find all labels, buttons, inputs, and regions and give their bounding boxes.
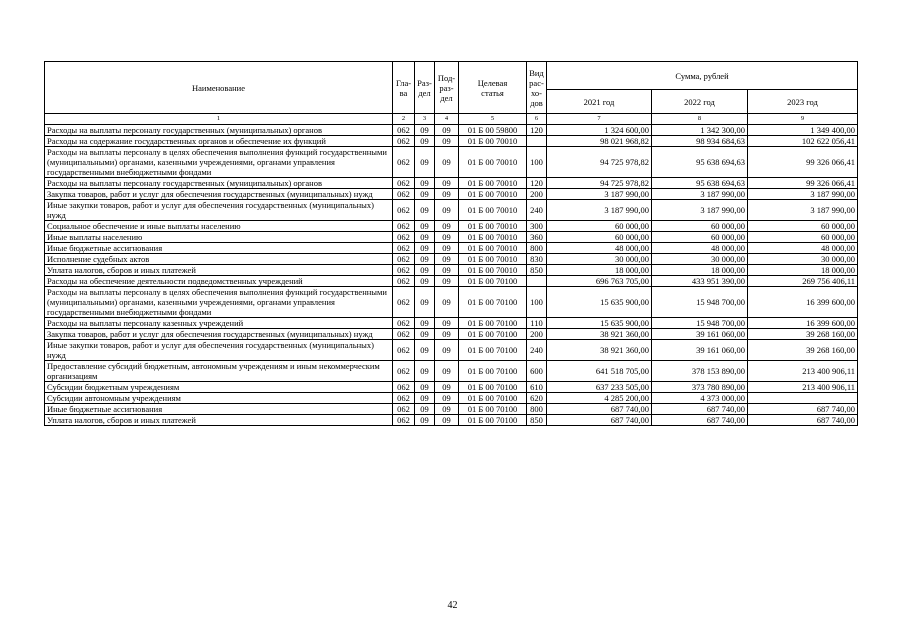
column-index: 4 <box>435 114 459 125</box>
row-vid: 360 <box>527 232 547 243</box>
row-podrazdel: 09 <box>435 393 459 404</box>
row-sum-2021: 641 518 705,00 <box>547 361 652 382</box>
column-index: 9 <box>748 114 858 125</box>
row-razdel: 09 <box>415 232 435 243</box>
table-body <box>45 125 858 426</box>
row-target: 01 Б 00 70010 <box>459 200 527 221</box>
table-row <box>45 329 858 340</box>
row-razdel: 09 <box>415 221 435 232</box>
row-glava: 062 <box>393 136 415 147</box>
row-razdel: 09 <box>415 147 435 178</box>
row-glava: 062 <box>393 340 415 361</box>
row-sum-2022: 60 000,00 <box>652 221 748 232</box>
row-target: 01 Б 00 70010 <box>459 254 527 265</box>
row-target: 01 Б 00 70100 <box>459 340 527 361</box>
row-sum-2023: 48 000,00 <box>748 243 858 254</box>
table-row <box>45 178 858 189</box>
table-row <box>45 189 858 200</box>
row-podrazdel: 09 <box>435 136 459 147</box>
row-name: Субсидии автономным учреждениям <box>45 393 393 404</box>
row-vid: 800 <box>527 243 547 254</box>
row-sum-2021: 15 635 900,00 <box>547 287 652 318</box>
row-podrazdel: 09 <box>435 361 459 382</box>
row-name: Расходы на обеспечение деятельности подведомственных учреждений <box>45 276 393 287</box>
row-sum-2021: 3 187 990,00 <box>547 189 652 200</box>
table-row <box>45 232 858 243</box>
column-index: 1 <box>45 114 393 125</box>
column-index: 3 <box>415 114 435 125</box>
row-sum-2022: 39 161 060,00 <box>652 329 748 340</box>
row-glava: 062 <box>393 147 415 178</box>
row-razdel: 09 <box>415 287 435 318</box>
row-sum-2022: 3 187 990,00 <box>652 189 748 200</box>
header-vid: Вид рас- хо- дов <box>527 62 547 114</box>
row-target: 01 Б 00 70010 <box>459 243 527 254</box>
row-name: Иные бюджетные ассигнования <box>45 404 393 415</box>
column-index: 7 <box>547 114 652 125</box>
row-target: 01 Б 00 70010 <box>459 189 527 200</box>
row-sum-2022: 687 740,00 <box>652 415 748 426</box>
row-vid: 200 <box>527 329 547 340</box>
row-podrazdel: 09 <box>435 382 459 393</box>
row-podrazdel: 09 <box>435 243 459 254</box>
row-target: 01 Б 00 70010 <box>459 178 527 189</box>
row-glava: 062 <box>393 404 415 415</box>
row-podrazdel: 09 <box>435 200 459 221</box>
row-sum-2023: 60 000,00 <box>748 232 858 243</box>
row-glava: 062 <box>393 232 415 243</box>
row-glava: 062 <box>393 243 415 254</box>
row-target: 01 Б 00 70100 <box>459 404 527 415</box>
row-glava: 062 <box>393 200 415 221</box>
table-row <box>45 243 858 254</box>
row-glava: 062 <box>393 287 415 318</box>
row-glava: 062 <box>393 221 415 232</box>
row-razdel: 09 <box>415 361 435 382</box>
table-row <box>45 276 858 287</box>
row-podrazdel: 09 <box>435 232 459 243</box>
row-sum-2022: 373 780 890,00 <box>652 382 748 393</box>
row-sum-2023: 30 000,00 <box>748 254 858 265</box>
header-year-2021: 2021 год <box>547 90 652 114</box>
row-vid: 600 <box>527 361 547 382</box>
page-number: 42 <box>447 600 458 611</box>
row-sum-2022: 687 740,00 <box>652 404 748 415</box>
row-razdel: 09 <box>415 200 435 221</box>
row-sum-2021: 38 921 360,00 <box>547 340 652 361</box>
table-row <box>45 287 858 318</box>
row-sum-2021: 1 324 600,00 <box>547 125 652 136</box>
table-header <box>45 62 858 125</box>
row-razdel: 09 <box>415 125 435 136</box>
header-sum: Сумма, рублей <box>547 62 858 90</box>
row-glava: 062 <box>393 254 415 265</box>
row-sum-2023: 39 268 160,00 <box>748 340 858 361</box>
row-sum-2021: 60 000,00 <box>547 232 652 243</box>
row-vid: 100 <box>527 287 547 318</box>
row-razdel: 09 <box>415 136 435 147</box>
row-podrazdel: 09 <box>435 276 459 287</box>
row-sum-2023: 687 740,00 <box>748 404 858 415</box>
row-sum-2021: 637 233 505,00 <box>547 382 652 393</box>
row-podrazdel: 09 <box>435 254 459 265</box>
row-sum-2023 <box>748 393 858 404</box>
column-index-row <box>45 114 858 125</box>
row-sum-2023: 39 268 160,00 <box>748 329 858 340</box>
row-sum-2023: 3 187 990,00 <box>748 200 858 221</box>
row-glava: 062 <box>393 125 415 136</box>
row-podrazdel: 09 <box>435 189 459 200</box>
row-glava: 062 <box>393 265 415 276</box>
row-name: Закупка товаров, работ и услуг для обеспечения государственных (муниципальных) нужд <box>45 329 393 340</box>
row-name: Расходы на выплаты персоналу государственных (муниципальных) органов <box>45 125 393 136</box>
header-razdel: Раз- дел <box>415 62 435 114</box>
row-sum-2021: 38 921 360,00 <box>547 329 652 340</box>
header-target: Целевая статья <box>459 62 527 114</box>
row-sum-2023: 269 756 406,11 <box>748 276 858 287</box>
row-name: Уплата налогов, сборов и иных платежей <box>45 415 393 426</box>
table-row <box>45 382 858 393</box>
table-row <box>45 136 858 147</box>
row-sum-2022: 30 000,00 <box>652 254 748 265</box>
table-row <box>45 415 858 426</box>
column-index: 6 <box>527 114 547 125</box>
row-sum-2021: 18 000,00 <box>547 265 652 276</box>
header-name: Наименование <box>45 62 393 114</box>
row-sum-2023: 213 400 906,11 <box>748 382 858 393</box>
table-row <box>45 393 858 404</box>
row-target: 01 Б 00 59800 <box>459 125 527 136</box>
row-vid: 240 <box>527 340 547 361</box>
row-razdel: 09 <box>415 393 435 404</box>
table-row <box>45 221 858 232</box>
row-target: 01 Б 00 70100 <box>459 382 527 393</box>
row-target: 01 Б 00 70100 <box>459 393 527 404</box>
row-podrazdel: 09 <box>435 404 459 415</box>
row-target: 01 Б 00 70100 <box>459 276 527 287</box>
row-name: Исполнение судебных актов <box>45 254 393 265</box>
row-sum-2021: 94 725 978,82 <box>547 147 652 178</box>
row-vid: 120 <box>527 125 547 136</box>
table-row <box>45 200 858 221</box>
row-vid: 120 <box>527 178 547 189</box>
row-podrazdel: 09 <box>435 125 459 136</box>
table-row <box>45 318 858 329</box>
row-razdel: 09 <box>415 178 435 189</box>
row-glava: 062 <box>393 318 415 329</box>
row-vid: 800 <box>527 404 547 415</box>
row-razdel: 09 <box>415 276 435 287</box>
row-razdel: 09 <box>415 265 435 276</box>
row-sum-2023: 1 349 400,00 <box>748 125 858 136</box>
row-podrazdel: 09 <box>435 329 459 340</box>
row-name: Расходы на содержание государственных органов и обеспечение их функций <box>45 136 393 147</box>
column-index: 2 <box>393 114 415 125</box>
row-name: Предоставление субсидий бюджетным, автономным учреждениям и иным некоммерческим организациям <box>45 361 393 382</box>
header-year-2022: 2022 год <box>652 90 748 114</box>
row-name: Иные выплаты населению <box>45 232 393 243</box>
row-vid: 110 <box>527 318 547 329</box>
row-razdel: 09 <box>415 243 435 254</box>
row-sum-2022: 15 948 700,00 <box>652 287 748 318</box>
row-target: 01 Б 00 70100 <box>459 361 527 382</box>
row-vid: 620 <box>527 393 547 404</box>
row-vid: 300 <box>527 221 547 232</box>
header-podrazdel: Под- раз- дел <box>435 62 459 114</box>
row-name: Расходы на выплаты персоналу казенных учреждений <box>45 318 393 329</box>
row-sum-2022: 18 000,00 <box>652 265 748 276</box>
row-sum-2023: 16 399 600,00 <box>748 287 858 318</box>
row-vid: 830 <box>527 254 547 265</box>
row-sum-2022: 39 161 060,00 <box>652 340 748 361</box>
table-row <box>45 125 858 136</box>
row-podrazdel: 09 <box>435 318 459 329</box>
row-target: 01 Б 00 70100 <box>459 318 527 329</box>
row-target: 01 Б 00 70010 <box>459 232 527 243</box>
row-razdel: 09 <box>415 340 435 361</box>
row-sum-2023: 99 326 066,41 <box>748 147 858 178</box>
row-sum-2021: 94 725 978,82 <box>547 178 652 189</box>
row-vid: 850 <box>527 415 547 426</box>
row-vid: 850 <box>527 265 547 276</box>
row-sum-2023: 102 622 056,41 <box>748 136 858 147</box>
row-sum-2023: 99 326 066,41 <box>748 178 858 189</box>
row-name: Иные закупки товаров, работ и услуг для обеспечения государственных (муниципальных) нужд <box>45 340 393 361</box>
row-razdel: 09 <box>415 254 435 265</box>
column-index: 5 <box>459 114 527 125</box>
row-name: Уплата налогов, сборов и иных платежей <box>45 265 393 276</box>
row-sum-2021: 687 740,00 <box>547 415 652 426</box>
row-razdel: 09 <box>415 382 435 393</box>
row-name: Расходы на выплаты персоналу в целях обеспечения выполнения функций государственными (муниципальными) органами, казенными учреждениями, органами управления государственными внебюджетными фондами <box>45 147 393 178</box>
row-vid: 610 <box>527 382 547 393</box>
row-target: 01 Б 00 70100 <box>459 287 527 318</box>
row-target: 01 Б 00 70010 <box>459 221 527 232</box>
row-sum-2022: 378 153 890,00 <box>652 361 748 382</box>
row-sum-2022: 1 342 300,00 <box>652 125 748 136</box>
row-sum-2021: 98 021 968,82 <box>547 136 652 147</box>
row-name: Расходы на выплаты персоналу государственных (муниципальных) органов <box>45 178 393 189</box>
row-target: 01 Б 00 70010 <box>459 265 527 276</box>
row-vid: 100 <box>527 147 547 178</box>
row-podrazdel: 09 <box>435 265 459 276</box>
row-vid <box>527 276 547 287</box>
row-sum-2021: 696 763 705,00 <box>547 276 652 287</box>
row-podrazdel: 09 <box>435 340 459 361</box>
row-glava: 062 <box>393 329 415 340</box>
row-sum-2023: 687 740,00 <box>748 415 858 426</box>
row-name: Иные закупки товаров, работ и услуг для обеспечения государственных (муниципальных) нужд <box>45 200 393 221</box>
header-year-2023: 2023 год <box>748 90 858 114</box>
row-glava: 062 <box>393 178 415 189</box>
row-glava: 062 <box>393 415 415 426</box>
row-sum-2021: 15 635 900,00 <box>547 318 652 329</box>
row-podrazdel: 09 <box>435 147 459 178</box>
row-target: 01 Б 00 70100 <box>459 329 527 340</box>
row-razdel: 09 <box>415 189 435 200</box>
row-target: 01 Б 00 70010 <box>459 147 527 178</box>
row-sum-2023: 213 400 906,11 <box>748 361 858 382</box>
row-sum-2021: 48 000,00 <box>547 243 652 254</box>
row-glava: 062 <box>393 361 415 382</box>
table-row <box>45 265 858 276</box>
row-razdel: 09 <box>415 415 435 426</box>
row-vid: 200 <box>527 189 547 200</box>
row-name: Иные бюджетные ассигнования <box>45 243 393 254</box>
row-glava: 062 <box>393 382 415 393</box>
row-razdel: 09 <box>415 404 435 415</box>
row-podrazdel: 09 <box>435 221 459 232</box>
row-name: Социальное обеспечение и иные выплаты населению <box>45 221 393 232</box>
row-podrazdel: 09 <box>435 415 459 426</box>
row-sum-2022: 3 187 990,00 <box>652 200 748 221</box>
row-target: 01 Б 00 70010 <box>459 136 527 147</box>
row-sum-2021: 30 000,00 <box>547 254 652 265</box>
row-sum-2023: 3 187 990,00 <box>748 189 858 200</box>
row-vid: 240 <box>527 200 547 221</box>
row-sum-2022: 48 000,00 <box>652 243 748 254</box>
column-index: 8 <box>652 114 748 125</box>
row-sum-2022: 433 951 390,00 <box>652 276 748 287</box>
row-podrazdel: 09 <box>435 287 459 318</box>
table-row <box>45 254 858 265</box>
header-glava: Гла- ва <box>393 62 415 114</box>
row-glava: 062 <box>393 393 415 404</box>
row-sum-2022: 15 948 700,00 <box>652 318 748 329</box>
row-name: Субсидии бюджетным учреждениям <box>45 382 393 393</box>
row-sum-2023: 16 399 600,00 <box>748 318 858 329</box>
table-row <box>45 147 858 178</box>
row-name: Закупка товаров, работ и услуг для обеспечения государственных (муниципальных) нужд <box>45 189 393 200</box>
row-sum-2022: 60 000,00 <box>652 232 748 243</box>
row-sum-2022: 4 373 000,00 <box>652 393 748 404</box>
row-sum-2023: 60 000,00 <box>748 221 858 232</box>
table-row <box>45 404 858 415</box>
row-sum-2021: 4 285 200,00 <box>547 393 652 404</box>
row-glava: 062 <box>393 189 415 200</box>
row-sum-2022: 95 638 694,63 <box>652 178 748 189</box>
row-podrazdel: 09 <box>435 178 459 189</box>
row-sum-2023: 18 000,00 <box>748 265 858 276</box>
row-sum-2022: 98 934 684,63 <box>652 136 748 147</box>
table-row <box>45 361 858 382</box>
row-razdel: 09 <box>415 318 435 329</box>
row-target: 01 Б 00 70100 <box>459 415 527 426</box>
budget-table <box>44 61 858 426</box>
row-sum-2021: 687 740,00 <box>547 404 652 415</box>
row-sum-2022: 95 638 694,63 <box>652 147 748 178</box>
row-name: Расходы на выплаты персоналу в целях обеспечения выполнения функций государственными (муниципальными) органами, казенными учреждениями, органами управления государственными внебюджетными фондами <box>45 287 393 318</box>
row-vid <box>527 136 547 147</box>
table-row <box>45 340 858 361</box>
row-glava: 062 <box>393 276 415 287</box>
row-sum-2021: 3 187 990,00 <box>547 200 652 221</box>
row-razdel: 09 <box>415 329 435 340</box>
row-sum-2021: 60 000,00 <box>547 221 652 232</box>
